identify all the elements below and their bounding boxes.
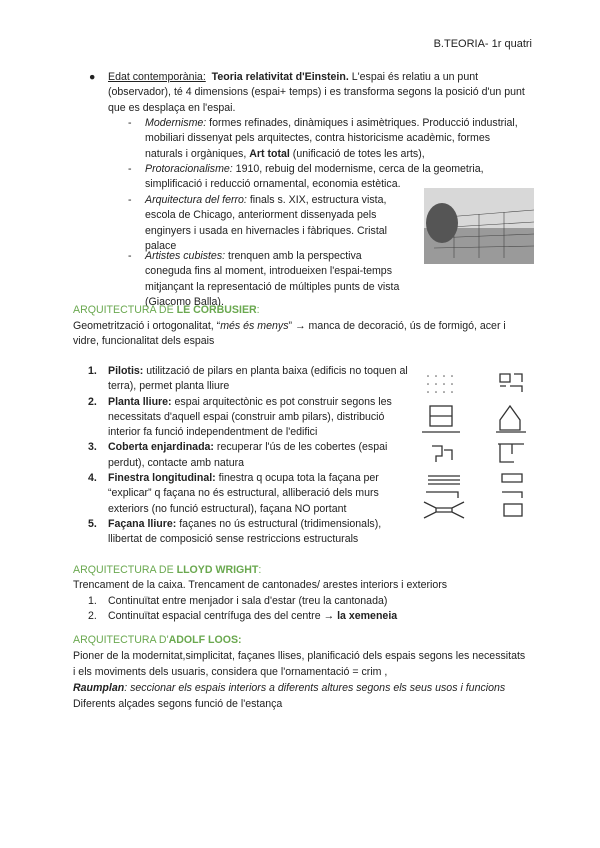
corbusier-list	[88, 364, 408, 548]
item-term: Protoracionalisme:	[145, 163, 233, 175]
crystal-palace-image	[424, 188, 534, 264]
item-text: (unificació de totes les arts),	[289, 147, 425, 160]
raumplan-line: Raumplan: seccionar els espais interiors a diferents altures segons els seus usos i funcions	[73, 682, 506, 694]
heading-le-corbusier: ARQUITECTURA DE LE CORBUSIER:	[73, 304, 260, 316]
page-header: B.TEORIA- 1r quatri	[433, 38, 532, 50]
list-item: - Arquitectura del ferro: finals s. XIX, estructura vista, escola de Chicago, anteriorment dissenyada pels enginyers i usada en hivernacles i fàbriques. Cristal palace	[128, 194, 388, 252]
paragraph-text: Diferents alçades segons funció de l'estança	[73, 698, 283, 710]
heading-adolf-loos: ARQUITECTURA D'ADOLF LOOS:	[73, 634, 242, 646]
wright-list	[88, 594, 508, 625]
heading-lloyd-wright: ARQUITECTURA DE LLOYD WRIGHT:	[73, 564, 262, 576]
list-item: 3. Coberta enjardinada: recuperar l'ús de les cobertes (espai perdut), contacte amb natura	[88, 441, 388, 469]
item-term: Arquitectura del ferro:	[145, 194, 247, 206]
bold-term: Art total	[249, 147, 290, 160]
list-item: 2. Planta lliure: espai arquitectònic es pot construir segons les necessitats d'aquell espai (construir amb pilars), distribució interior fa funció independentment de l'edifici	[88, 395, 392, 439]
item-term: Artistes cubistes:	[145, 250, 226, 262]
bullet-icon: ●	[89, 71, 96, 83]
item-text: trenquen amb la perspectiva coneguda fins al moment, introdueixen l'espai-temps mitjançant la representació de múltiples punts de vista (Giacomo Balla).	[145, 250, 400, 308]
wright-intro: Trencament de la caixa. Trencament de cantonades/ arestes interiors i exteriors	[73, 579, 448, 591]
paragraph-text: Pioner de la modernitat,simplicitat, façanes llises, planificació dels espais segons les necessitats i els moviments dels usuaris, considera que l'ornamentació = crim ,	[73, 650, 526, 678]
list-item: 4. Finestra longitudinal: finestra q ocupa tota la façana per “explicar” q façana no és estructural, alliberació dels murs exteriors (no funció estructural), façana NO portant	[88, 472, 379, 515]
list-item: 1. Pilotis: utilització de pilars en planta baixa (edificis no toquen al terra), permet planta lliure	[88, 365, 408, 393]
item-text: formes refinades, dinàmiques i asimètriques. Producció industrial, mobiliari dissenyat pels arquitectes, contra historicisme acadèmic, formes naturals i orgàniques,	[145, 117, 518, 160]
list-item: - Artistes cubistes: trenquen amb la perspectiva coneguda fins al moment, introdueixen l'espai-temps mitjançant la representació de múltiples punts de vista (Giacomo Balla).	[128, 250, 400, 308]
bold-term: Teoria relativitat d'Einstein.	[211, 71, 349, 83]
loos-paragraph	[73, 648, 528, 712]
list-item: 5. Façana lliure: façanes no ús estructural (tridimensionals), llibertat de composició sense restriccions estructurals	[88, 517, 382, 546]
item-text: finals s. XIX, estructura vista, escola de Chicago, anteriorment dissenyada pels enginyers i usada en hivernacles i fàbriques. Cristal palace	[145, 194, 388, 252]
item-term: Modernisme:	[145, 117, 207, 129]
five-points-diagram	[420, 370, 530, 520]
list-item: - Modernisme: formes refinades, dinàmiques i asimètriques. Producció industrial, mobiliari dissenyat pels arquitectes, contra historicisme acadèmic, formes naturals i orgàniques, Art total (unificació de totes les arts),	[128, 117, 518, 160]
list-item: 1. Continuïtat entre menjador i sala d'estar (treu la cantonada)	[88, 595, 388, 607]
list-item: - Protoracionalisme: 1910, rebuig del modernisme, cerca de la geometria, simplificació i reducció ornamental, economia estètica.	[128, 163, 484, 191]
item-text: 1910, rebuig del modernisme, cerca de la geometria, simplificació i reducció ornamental, economia estètica.	[145, 163, 484, 191]
section-label: Edat contemporània:	[108, 71, 206, 83]
contemporania-paragraph	[108, 70, 528, 116]
paragraph-text: L'espai és relatiu a un punt (observador), té 4 dimensions (espai+ temps) i es transforma segons la posició d'un punt que es desplaça en l'espai.	[108, 71, 525, 114]
corbusier-intro: Geometrització i ortogonalitat, “més és menys” → manca de decoració, ús de formigó, acer i vidre, funcionalitat dels espais	[73, 320, 506, 348]
list-item: 2. Continuïtat espacial centrífuga des del centre → la xemeneia	[88, 610, 398, 623]
